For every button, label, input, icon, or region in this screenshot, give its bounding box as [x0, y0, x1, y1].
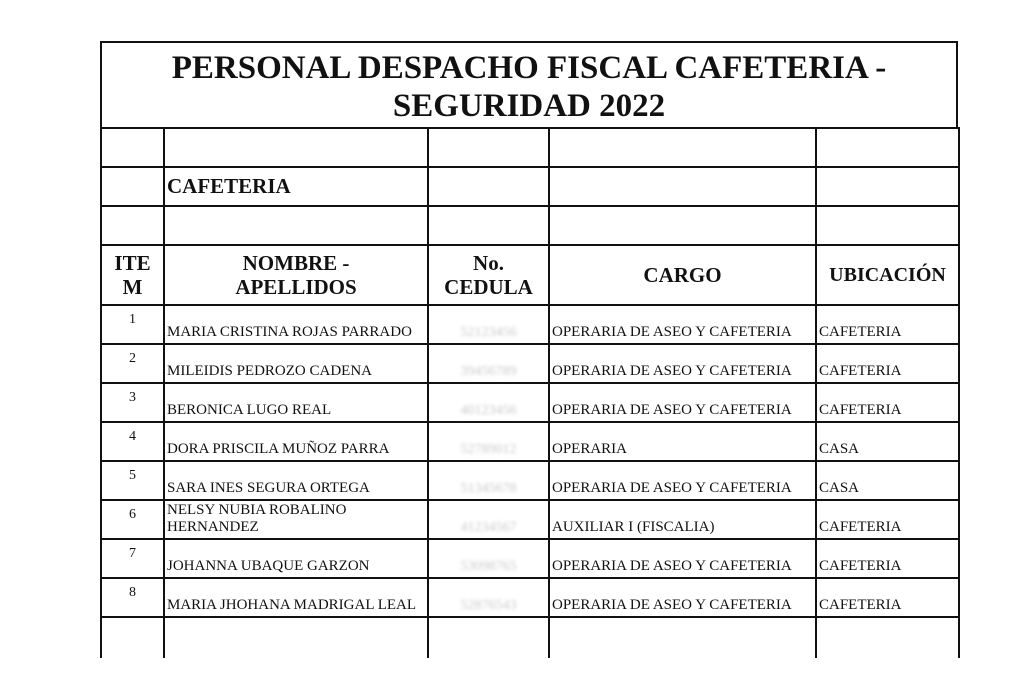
table-row [101, 461, 959, 500]
ubicacion-cell: CAFETERIA [816, 383, 959, 422]
name-cell: MARIA CRISTINA ROJAS PARRADO [164, 305, 428, 344]
cargo-cell: OPERARIA DE ASEO Y CAFETERIA [549, 344, 816, 383]
cargo-cell: OPERARIA DE ASEO Y CAFETERIA [549, 578, 816, 617]
header-item: ITEM [101, 245, 164, 305]
table-row [101, 578, 959, 617]
staff-table [100, 127, 960, 658]
cedula-cell: 52123456 [428, 305, 549, 344]
item-number: 6 [101, 500, 164, 539]
cargo-cell: OPERARIA DE ASEO Y CAFETERIA [549, 383, 816, 422]
ubicacion-cell: CASA [816, 422, 959, 461]
ubicacion-cell: CASA [816, 461, 959, 500]
cargo-cell: OPERARIA DE ASEO Y CAFETERIA [549, 461, 816, 500]
ubicacion-cell: CAFETERIA [816, 305, 959, 344]
title-line-1: PERSONAL DESPACHO FISCAL CAFETERIA - [171, 50, 887, 86]
name-cell: MARIA JHOHANA MADRIGAL LEAL [164, 578, 428, 617]
item-number: 2 [101, 344, 164, 383]
cargo-cell: AUXILIAR I (FISCALIA) [549, 500, 816, 539]
item-number: 8 [101, 578, 164, 617]
table-row [101, 500, 959, 539]
cargo-cell: OPERARIA DE ASEO Y CAFETERIA [549, 305, 816, 344]
ubicacion-cell: CAFETERIA [816, 344, 959, 383]
header-ubicacion: UBICACIÓN [816, 245, 959, 305]
spreadsheet-document [100, 41, 958, 658]
item-number: 4 [101, 422, 164, 461]
cedula-cell: 40123456 [428, 383, 549, 422]
cargo-cell: OPERARIA DE ASEO Y CAFETERIA [549, 539, 816, 578]
name-cell: MILEIDIS PEDROZO CADENA [164, 344, 428, 383]
cedula-cell: 39456789 [428, 344, 549, 383]
header-cargo: CARGO [549, 245, 816, 305]
cedula-cell: 52876543 [428, 578, 549, 617]
item-number: 3 [101, 383, 164, 422]
header-nombre: NOMBRE - APELLIDOS [164, 245, 428, 305]
blank-row [101, 128, 959, 167]
name-cell: BERONICA LUGO REAL [164, 383, 428, 422]
section-row [101, 167, 959, 206]
ubicacion-cell: CAFETERIA [816, 578, 959, 617]
name-cell: JOHANNA UBAQUE GARZON [164, 539, 428, 578]
name-cell: DORA PRISCILA MUÑOZ PARRA [164, 422, 428, 461]
cedula-cell: 51345678 [428, 461, 549, 500]
table-row [101, 422, 959, 461]
ubicacion-cell: CAFETERIA [816, 539, 959, 578]
header-cedula: No. CEDULA [428, 245, 549, 305]
section-label: CAFETERIA [164, 167, 428, 206]
cedula-cell: 41234567 [428, 500, 549, 539]
title-line-2: SEGURIDAD 2022 [392, 88, 666, 124]
table-row [101, 383, 959, 422]
item-number: 5 [101, 461, 164, 500]
blank-row [101, 617, 959, 658]
table-row [101, 539, 959, 578]
item-number: 7 [101, 539, 164, 578]
cargo-cell: OPERARIA [549, 422, 816, 461]
cedula-cell: 53098765 [428, 539, 549, 578]
item-number: 1 [101, 305, 164, 344]
cedula-cell: 52789012 [428, 422, 549, 461]
name-cell: NELSY NUBIA ROBALINO HERNANDEZ [164, 500, 428, 539]
table-row [101, 305, 959, 344]
blank-row [101, 206, 959, 245]
document-title [100, 41, 958, 127]
table-row [101, 344, 959, 383]
name-cell: SARA INES SEGURA ORTEGA [164, 461, 428, 500]
ubicacion-cell: CAFETERIA [816, 500, 959, 539]
header-row [101, 245, 959, 305]
